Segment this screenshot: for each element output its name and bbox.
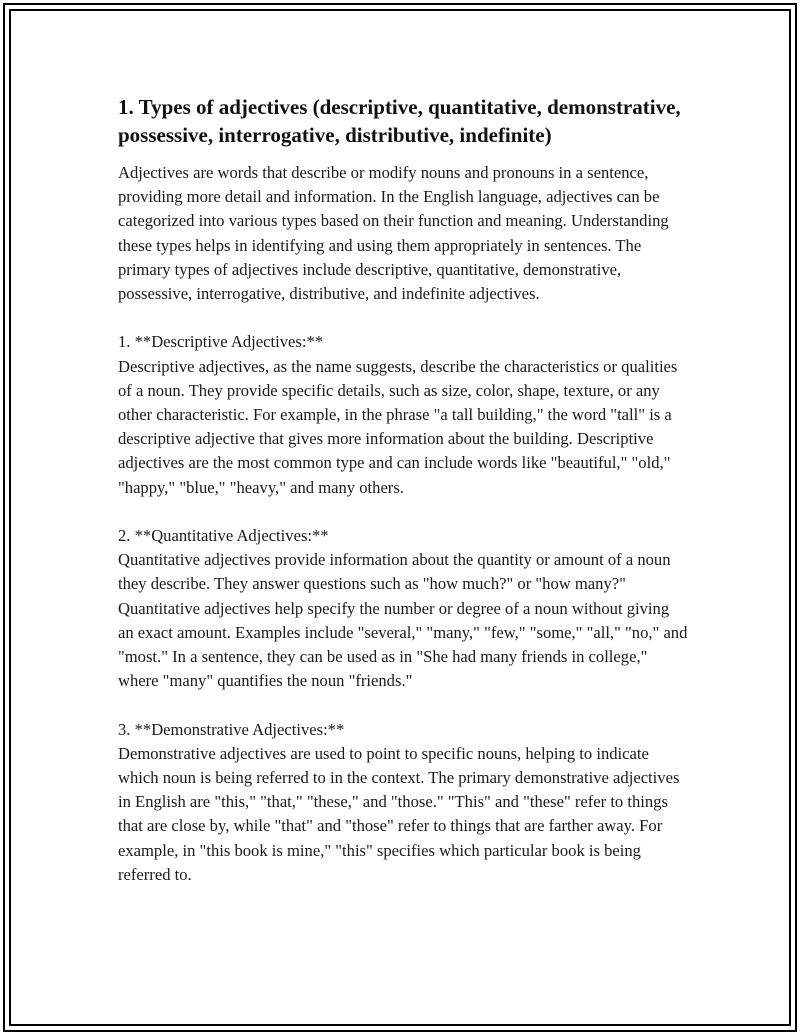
section-heading: 3. **Demonstrative Adjectives:** (118, 719, 345, 739)
section-body: Descriptive adjectives, as the name suggests, describe the characteristics or qualities of a noun. They provide specific details, such as size, color, shape, texture, or any other characteristic. For example, in the phrase "a tall building," the word "tall" is a descriptive adjective that gives more information about the building. Descriptive adjectives are the most common type and can include words like "beautiful," "old," "happy," "blue," "heavy," and many others. (118, 356, 678, 497)
section-body: Quantitative adjectives provide information about the quantity or amount of a noun they describe. They answer questions such as "how much?" or "how many?" Quantitative adjectives help specify the number or degree of a noun without giving an exact amount. Examples include "several," "many," "few," "some," "all," "no," and "most." In a sentence, they can be used as in "She had many friends in college," where "many" quantifies the noun "friends." (118, 550, 688, 691)
section-body: Demonstrative adjectives are used to point to specific nouns, helping to indicate which noun is being referred to in the context. The primary demonstrative adjectives in English are "this," "that," "these," and "those." "This" and "these" refer to things that are close by, while "that" and "those" refer to things that are farther away. For example, in "this book is mine," "this" specifies which particular book is being referred to. (118, 743, 680, 884)
section-heading: 2. **Quantitative Adjectives:** (118, 526, 329, 546)
section-descriptive (118, 330, 688, 499)
section-title: 1. Types of adjectives (descriptive, quantitative, demonstrative, possessive, interrogative, distributive, indefinite) (118, 95, 681, 147)
section-heading: 1. **Descriptive Adjectives:** (118, 332, 324, 352)
intro-paragraph: Adjectives are words that describe or modify nouns and pronouns in a sentence, providing more detail and information. In the English language, adjectives can be categorized into various types based on their function and meaning. Understanding these types helps in identifying and using them appropriately in sentences. The primary types of adjectives include descriptive, quantitative, demonstrative, possessive, interrogative, distributive, and indefinite adjectives. (118, 163, 669, 304)
document-content (118, 93, 688, 911)
section-quantitative (118, 524, 688, 693)
section-demonstrative (118, 718, 688, 887)
